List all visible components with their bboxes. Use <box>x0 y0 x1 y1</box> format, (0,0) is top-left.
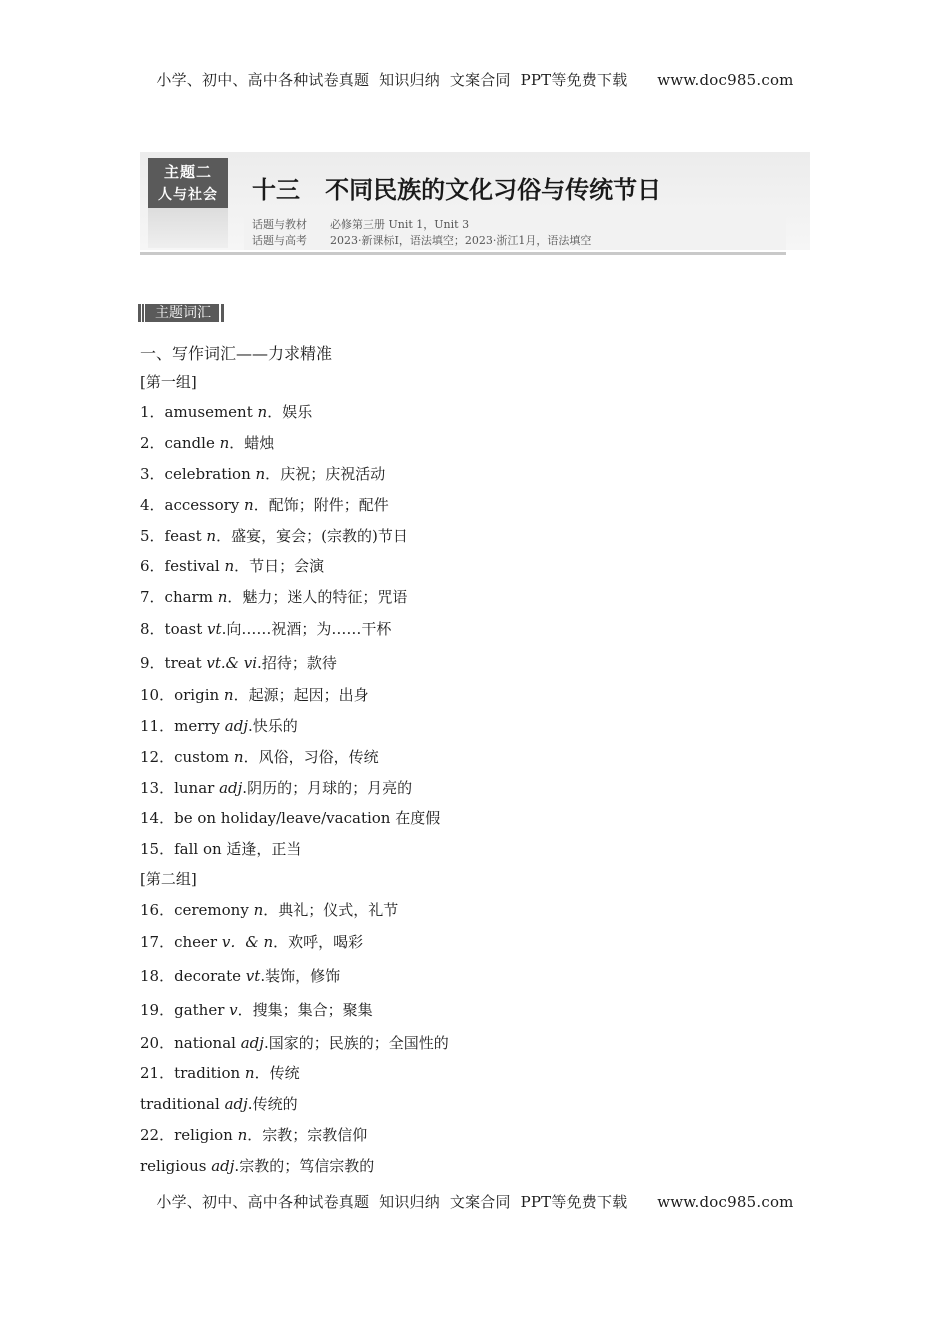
vocab-separator: . <box>247 1095 253 1113</box>
vocab-separator: . <box>247 717 253 735</box>
vocab-item <box>140 1032 449 1053</box>
vocab-part-of-speech: adj <box>219 779 243 797</box>
vocab-part-of-speech: n <box>224 557 235 575</box>
vocab-number: 4． <box>140 496 165 514</box>
vocab-separator: ． <box>253 496 269 514</box>
vocab-item <box>140 1062 300 1083</box>
vocab-number: 6． <box>140 557 165 575</box>
vocab-item <box>140 899 398 920</box>
vocab-item <box>140 838 301 859</box>
vocab-word: accessory <box>164 496 245 514</box>
vocab-number: 18． <box>140 967 175 985</box>
vocab-word: decorate <box>174 967 246 985</box>
vocab-item <box>140 715 298 736</box>
vocab-separator: . <box>260 967 266 985</box>
vocab-meaning: 在度假 <box>395 809 441 827</box>
vocab-separator: ． <box>233 686 249 704</box>
vocab-word: toast <box>164 620 208 638</box>
vocab-separator: ． <box>247 1126 263 1144</box>
vocab-number: 11． <box>140 717 175 735</box>
vocab-meaning: 招待；款待 <box>261 654 337 672</box>
vocab-word: tradition <box>174 1064 245 1082</box>
theme-name: 人与社会 <box>158 187 218 203</box>
vocab-separator: ． <box>267 403 283 421</box>
vocab-item <box>140 586 407 607</box>
topic-exam-value: 2023·新课标Ⅰ，语法填空；2023·浙江1月，语法填空 <box>330 234 592 247</box>
vocab-number: 17． <box>140 933 175 951</box>
vocab-word: festival <box>164 557 225 575</box>
vocab-part-of-speech: n <box>219 434 230 452</box>
vocab-word: treat <box>164 654 207 672</box>
vocab-meaning: 典礼；仪式，礼节 <box>278 901 399 919</box>
vocab-item <box>140 807 440 828</box>
vocab-part-of-speech: n <box>255 465 266 483</box>
vocab-number: 10． <box>140 686 175 704</box>
vocab-part-of-speech: v．& n <box>221 933 274 951</box>
vocab-separator: ． <box>254 1064 270 1082</box>
vocab-word: ceremony <box>174 901 254 919</box>
vocab-part-of-speech: n <box>253 901 264 919</box>
vocab-meaning: 娱乐 <box>282 403 313 421</box>
vocab-word: amusement <box>164 403 258 421</box>
topic-textbook-label: 话题与教材 <box>252 218 307 231</box>
vocab-separator: . <box>234 1157 240 1175</box>
vocab-item <box>140 525 408 546</box>
vocab-word: national <box>174 1034 241 1052</box>
vocab-item <box>140 746 379 767</box>
vocab-part-of-speech: vt <box>245 967 261 985</box>
vocab-separator: . <box>263 1034 269 1052</box>
vocab-meaning: 适逢，正当 <box>226 840 302 858</box>
title-underline <box>140 252 786 255</box>
vocab-number: 20． <box>140 1034 175 1052</box>
vocab-part-of-speech: n <box>244 496 254 514</box>
vocab-meaning: 传统 <box>269 1064 300 1082</box>
vocab-part-of-speech: adj <box>224 1095 248 1113</box>
vocab-word: be on holiday/leave/vacation <box>174 809 396 827</box>
vocab-number: 2． <box>140 434 165 452</box>
vocab-number: 5． <box>140 527 165 545</box>
vocab-item <box>140 965 340 986</box>
vocab-meaning: 阴历的；月球的；月亮的 <box>247 779 413 797</box>
vocab-meaning: 搜集；集合；聚集 <box>252 1001 373 1019</box>
vocab-part-of-speech: adj <box>211 1157 235 1175</box>
vocab-meaning: 庆祝；庆祝活动 <box>280 465 386 483</box>
vocab-meaning: 传统的 <box>252 1095 298 1113</box>
topic-exam-row <box>252 232 591 248</box>
topic-textbook-value: 必修第三册 Unit 1，Unit 3 <box>330 218 470 231</box>
vocab-item <box>140 777 412 798</box>
vocab-meaning: 向……祝酒；为……干杯 <box>226 620 392 638</box>
vocab-item <box>140 652 337 673</box>
vocab-meaning: 宗教；宗教信仰 <box>262 1126 368 1144</box>
vocab-number: 7． <box>140 588 165 606</box>
vocab-separator: ． <box>243 748 259 766</box>
vocab-item <box>140 1093 298 1114</box>
vocab-separator: ． <box>229 434 245 452</box>
vocab-word: fall on <box>174 840 227 858</box>
page-footer-banner: 小学、初中、高中各种试卷真题 知识归纳 文案合同 PPT等免费下载 www.doc985.com <box>156 1193 794 1211</box>
vocab-part-of-speech: vt.& vi <box>206 654 258 672</box>
vocab-separator: ． <box>237 1001 253 1019</box>
topic-textbook-row <box>252 216 469 232</box>
vocab-part-of-speech: n <box>223 686 234 704</box>
vocab-separator: . <box>257 654 262 672</box>
vocab-part-of-speech: n <box>217 588 228 606</box>
vocab-word: gather <box>174 1001 230 1019</box>
vocab-word: traditional <box>140 1095 225 1113</box>
vocab-word: religious <box>140 1157 212 1175</box>
vocab-word: candle <box>164 434 220 452</box>
vocab-number: 9． <box>140 654 165 672</box>
vocab-item <box>140 618 391 639</box>
vocab-word: cheer <box>174 933 222 951</box>
vocab-separator: ． <box>263 901 279 919</box>
vocab-separator: . <box>242 779 248 797</box>
vocab-part-of-speech: n <box>237 1126 248 1144</box>
vocab-number: 22． <box>140 1126 175 1144</box>
lesson-title-block <box>140 152 810 256</box>
vocab-part-of-speech: n <box>244 1064 255 1082</box>
vocab-word: feast <box>164 527 207 545</box>
section-tag-theme-vocabulary: 主题词汇 <box>141 304 219 322</box>
vocab-part-of-speech: adj <box>240 1034 264 1052</box>
vocab-meaning: 欢呼，喝彩 <box>288 933 364 951</box>
vocab-item <box>140 463 385 484</box>
vocab-number: 12． <box>140 748 175 766</box>
vocab-item <box>140 684 369 705</box>
vocab-item <box>140 494 389 515</box>
vocab-number: 8． <box>140 620 165 638</box>
vocab-word: custom <box>174 748 234 766</box>
vocab-meaning: 节日；会演 <box>249 557 325 575</box>
vocab-separator: ． <box>273 933 289 951</box>
vocab-word: lunar <box>174 779 220 797</box>
vocab-word: religion <box>174 1126 238 1144</box>
vocab-meaning: 蜡烛 <box>244 434 275 452</box>
vocab-part-of-speech: vt <box>207 620 222 638</box>
vocab-number: 13． <box>140 779 175 797</box>
vocab-meaning: 风俗，习俗，传统 <box>258 748 379 766</box>
vocab-separator: ． <box>234 557 250 575</box>
vocab-number: 3． <box>140 465 165 483</box>
vocab-meaning: 装饰，修饰 <box>265 967 341 985</box>
vocab-part-of-speech: adj <box>224 717 248 735</box>
vocab-part-of-speech: n <box>257 403 268 421</box>
vocab-part-of-speech: n <box>233 748 244 766</box>
vocab-meaning: 起源；起因；出身 <box>248 686 369 704</box>
vocab-part-of-speech: v <box>229 1001 238 1019</box>
theme-badge-label <box>148 158 228 208</box>
group-label: [第二组] <box>140 870 197 888</box>
theme-badge <box>148 158 228 248</box>
theme-number: 主题二 <box>163 163 212 181</box>
vocab-word: charm <box>164 588 218 606</box>
vocab-separator: ． <box>227 588 243 606</box>
vocab-meaning: 宗教的；笃信宗教的 <box>239 1157 375 1175</box>
vocab-item <box>140 999 373 1020</box>
vocab-meaning: 盛宴，宴会；(宗教的)节日 <box>231 527 408 545</box>
topic-exam-label: 话题与高考 <box>252 234 307 247</box>
vocab-item <box>140 555 324 576</box>
vocab-word: merry <box>174 717 225 735</box>
vocab-meaning: 快乐的 <box>252 717 298 735</box>
vocab-word: origin <box>174 686 224 704</box>
vocab-part-of-speech: n <box>206 527 217 545</box>
vocab-word: celebration <box>164 465 256 483</box>
vocab-item <box>140 401 312 422</box>
vocab-meaning: 配饰；附件；配件 <box>268 496 389 514</box>
vocab-number: 1． <box>140 403 165 421</box>
vocab-number: 14． <box>140 809 175 827</box>
vocab-separator: . <box>221 620 227 638</box>
vocab-number: 15． <box>140 840 175 858</box>
group-label: [第一组] <box>140 373 197 391</box>
unit-title: 十三 不同民族的文化习俗与传统节日 <box>252 176 662 204</box>
writing-vocab-heading: 一、写作词汇——力求精准 <box>140 344 333 363</box>
vocab-number: 21． <box>140 1064 175 1082</box>
vocab-item <box>140 931 363 952</box>
vocab-meaning: 魅力；迷人的特征；咒语 <box>242 588 408 606</box>
vocab-separator: ． <box>265 465 281 483</box>
vocab-number: 16． <box>140 901 175 919</box>
vocab-separator: ． <box>216 527 232 545</box>
page-header-banner: 小学、初中、高中各种试卷真题 知识归纳 文案合同 PPT等免费下载 www.doc985.com <box>156 71 794 89</box>
vocab-item <box>140 1155 374 1176</box>
vocab-item <box>140 432 274 453</box>
vocab-item <box>140 1124 367 1145</box>
vocab-meaning: 国家的；民族的；全国性的 <box>268 1034 449 1052</box>
vocab-number: 19． <box>140 1001 175 1019</box>
